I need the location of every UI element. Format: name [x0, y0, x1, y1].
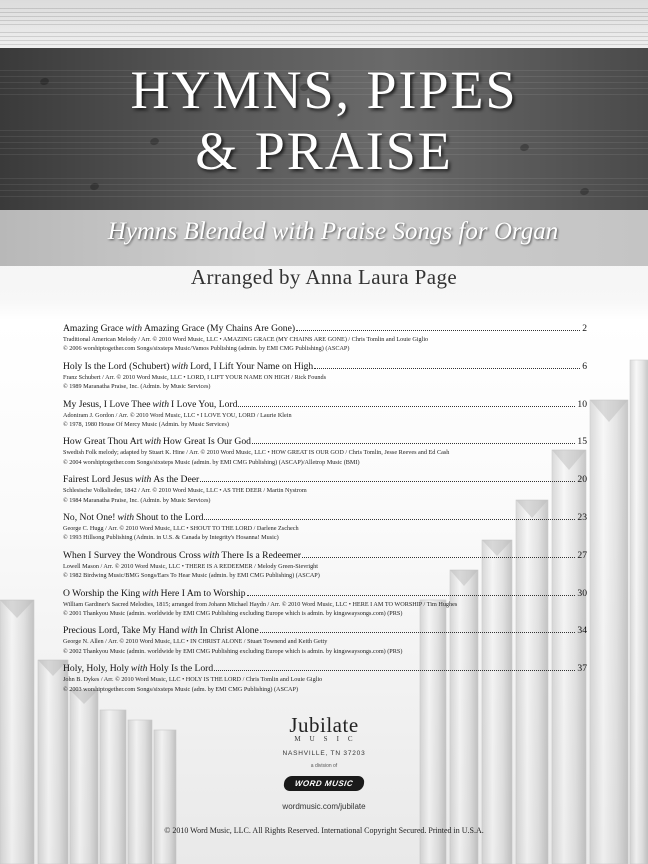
toc-leader: [260, 632, 576, 633]
toc-entry: [63, 398, 587, 436]
toc-copyright-line: © 2004 worshiptogether.com Songs/sixsteps Music (admin. by EMI CMG Publishing) (ASCAP)/Alletrop Music (BMI): [63, 458, 360, 466]
toc-page: 23: [577, 511, 587, 523]
toc-page: 6: [582, 360, 587, 372]
toc-credit-line: Lowell Mason / Arr. © 2010 Word Music, LLC • THERE IS A REDEEMER / Melody Green-Sievright: [63, 562, 318, 570]
toc-entry: [63, 624, 587, 662]
toc-with: with: [202, 549, 220, 561]
toc-page: 27: [577, 549, 587, 561]
toc-page: 30: [577, 587, 587, 599]
toc-hymn: How Great Thou Art: [63, 436, 143, 448]
toc-credit-line: Swedish Folk melody; adapted by Stuart K. Hine / Arr. © 2010 Word Music, LLC • HOW GREAT IS OUR GOD / Chris Tomlin, Jesse Reeves and Ed Cash: [63, 449, 450, 457]
toc-song: Amazing Grace (My Chains Are Gone): [144, 323, 296, 334]
toc-with: with: [181, 625, 198, 637]
subtitle: Hymns Blended with Praise Songs for Organ: [107, 218, 559, 245]
toc-song: Here I Am to Worship: [160, 587, 246, 599]
toc-hymn: My Jesus, I Love Thee: [63, 398, 151, 410]
division-note: a division of: [310, 763, 338, 769]
toc-song: In Christ Alone: [199, 625, 259, 637]
toc-page: 15: [577, 436, 587, 448]
toc-entry: [63, 587, 587, 625]
toc-leader: [252, 443, 575, 444]
toc-credit-line: Traditional American Melody / Arr. © 2010 Word Music, LLC • AMAZING GRACE (MY CHAINS ARE GONE) / Chris Tomlin and Louie Giglio: [63, 336, 429, 343]
toc-entry: [63, 435, 587, 473]
toc-hymn: No, Not One!: [63, 511, 116, 523]
toc-copyright-line: © 2003 worshiptogether.com Songs/sixsteps Music (adm. by EMI CMG Publishing) (ASCAP): [63, 685, 299, 693]
jubilate-music-label: MUSIC: [294, 735, 362, 743]
toc-credit-line: Adoniram J. Gordon / Arr. © 2010 Word Music, LLC • I LOVE YOU, LORD / Laurie Klein: [63, 411, 292, 419]
toc-page: 20: [577, 474, 587, 486]
sheet-music-background: [0, 0, 648, 48]
toc-with: with: [134, 474, 152, 486]
toc-leader: [200, 481, 575, 482]
toc-hymn: O Worship the King: [63, 587, 141, 599]
toc-credit-line: John B. Dykes / Arr. © 2010 Word Music, LLC • HOLY IS THE LORD / Chris Tomlin and Louie Giglio: [63, 676, 323, 684]
toc-song: Lord, I Lift Your Name on High: [190, 360, 314, 372]
toc-leader: [296, 330, 580, 331]
toc-copyright-line: © 1984 Maranatha Praise, Inc. (Admin. by Music Services): [63, 496, 211, 504]
toc-credit-line: Schlesische Volkslieder, 1842 / Arr. © 2010 Word Music, LLC • AS THE DEER / Martin Nystrom: [63, 487, 307, 495]
toc-credit-line: Franz Schubert / Arr. © 2010 Word Music, LLC • LORD, I LIFT YOUR NAME ON HIGH / Rick Founds: [63, 373, 327, 381]
toc-with: with: [142, 587, 159, 599]
toc-entry: [63, 322, 587, 360]
toc-hymn: When I Survey the Wondrous Cross: [63, 549, 201, 561]
toc-leader: [247, 595, 576, 596]
toc-song: Holy Is the Lord: [149, 663, 214, 675]
toc-with: with: [171, 360, 189, 372]
toc-hymn: Precious Lord, Take My Hand: [63, 625, 180, 637]
toc-song: I Love You, Lord: [171, 398, 238, 410]
toc-leader: [302, 557, 575, 558]
toc-leader: [314, 368, 580, 369]
toc-page: 34: [577, 625, 587, 637]
toc-entry: [63, 360, 587, 398]
publisher-url[interactable]: wordmusic.com/jubilate: [282, 802, 366, 811]
toc-copyright-line: © 1978, 1980 House Of Mercy Music (Admin. by Music Services): [63, 421, 229, 428]
toc-copyright-line: © 2002 Thankyou Music (admin. worldwide by EMI CMG Publishing excluding Europe which is admin. by kingswaysongs.com) (PRS): [63, 647, 403, 655]
toc-leader: [214, 670, 575, 671]
toc-entry: [63, 473, 587, 511]
toc-hymn: Holy Is the Lord (Schubert): [63, 360, 170, 372]
toc-entry: [63, 662, 587, 700]
word-music-logo: WORD MUSIC: [283, 776, 365, 791]
toc-copyright-line: © 1982 Birdwing Music/BMG Songs/Ears To Hear Music (admin. by EMI CMG Publishing) (ASCAP): [63, 572, 320, 580]
title-line-2: & PRAISE: [195, 121, 453, 181]
title-line-1: HYMNS, PIPES: [130, 60, 518, 120]
toc-page: 10: [577, 398, 587, 410]
toc-with: with: [144, 436, 162, 448]
toc-copyright-line: © 2001 Thankyou Music (admin. worldwide by EMI CMG Publishing excluding Europe which is admin. by kingswaysongs.com) (PRS): [63, 609, 403, 617]
copyright-notice: © 2010 Word Music, LLC. All Rights Reserved. International Copyright Secured. Printed in U.S.A.: [164, 826, 484, 835]
toc-copyright-line: © 1989 Maranatha Praise, Inc. (Admin. by Music Services): [63, 383, 211, 391]
arranger-credit: Arranged by Anna Laura Page: [190, 265, 458, 289]
toc-song: How Great Is Our God: [163, 436, 251, 448]
toc-song: Shout to the Lord: [136, 511, 204, 523]
toc-with: with: [152, 398, 170, 410]
toc-with: with: [130, 663, 148, 675]
toc-song: There Is a Redeemer: [221, 549, 302, 561]
toc-credit-line: George N. Allen / Arr. © 2010 Word Music, LLC • IN CHRIST ALONE / Stuart Townend and Keith Getty: [63, 638, 328, 646]
toc-copyright-line: © 2006 worshiptogether.com Songs/sixsteps Music/Vamos Publishing (admin. by EMI CMG Publishing) (ASCAP): [63, 345, 350, 353]
toc-hymn: Amazing Grace: [63, 323, 124, 334]
toc-page: 2: [582, 323, 587, 334]
toc-entry: [63, 511, 587, 549]
toc-leader: [204, 519, 575, 520]
toc-entry: [63, 549, 587, 587]
jubilate-logo: Jubilate: [289, 713, 359, 737]
toc-with: with: [117, 511, 135, 523]
toc-credit-line: George C. Hugg / Arr. © 2010 Word Music, LLC • SHOUT TO THE LORD / Darlene Zschech: [63, 524, 299, 532]
toc-hymn: Holy, Holy, Holy: [63, 663, 129, 675]
toc-leader: [238, 406, 575, 407]
toc-copyright-line: © 1993 Hillsong Publishing (Admin. in U.S. & Canada by Integrity's Hosanna! Music): [63, 534, 279, 542]
table-of-contents: [63, 322, 587, 700]
toc-hymn: Fairest Lord Jesus: [63, 474, 133, 486]
toc-song: As the Deer: [153, 474, 200, 486]
toc-with: with: [125, 323, 142, 334]
toc-credit-line: William Gardiner's Sacred Melodies, 1815; arranged from Johann Michael Haydn / Arr. © 2010 Word Music, LLC • HERE I AM TO WORSHIP / Tim Hughes: [63, 600, 458, 608]
toc-page: 37: [577, 663, 587, 675]
publisher-address: NASHVILLE, TN 37203: [282, 750, 366, 757]
